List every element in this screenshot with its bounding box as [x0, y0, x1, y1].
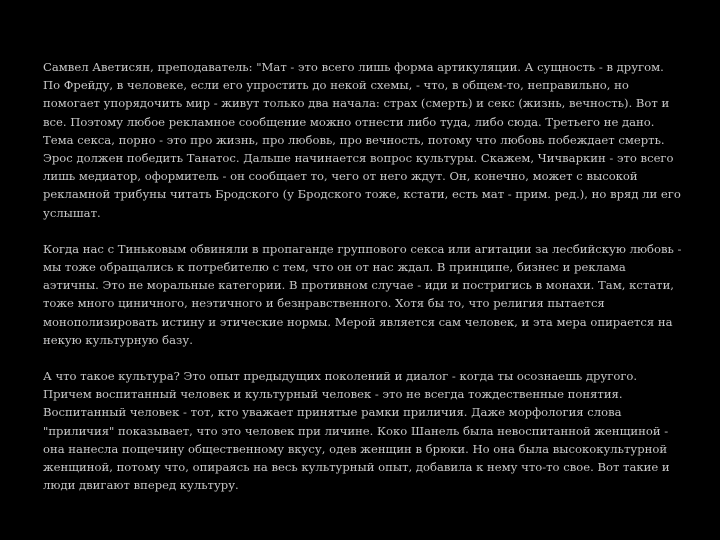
paragraph-2: Когда нас с Тиньковым обвиняли в пропаганде группового секса или агитации за лесбийскую любовь - мы тоже обращались к потребителю с тем, что он от нас ждал. В принципе, бизнес и реклама аэтичны. Это не моральные категории. В противном случае - иди и постригись в монахи. Там, кстати, тоже много циничного, неэтичного и безнравственного. Хотя бы то, что религия пытается монополизировать истину и этические нормы. Мерой является сам человек, и эта мера опирается на некую культурную базу.: [43, 241, 682, 347]
paragraph-3: А что такое культура? Это опыт предыдущих поколений и диалог - когда ты осознаешь другого. Причем воспитанный человек и культурный человек - это не всегда тождественные понятия. Воспитанный человек - тот, кто уважает принятые рамки приличия. Даже морфология слова "приличия" показывает, что это человек при личине. Коко Шанель была невоспитанной женщиной - она нанесла пощечину общественному вкусу, одев женщин в брюки. Но она была высококультурной женщиной, потому что, опираясь на весь культурный опыт, добавила к нему что-то свое. Вот такие и люди двигают вперед культуру.: [43, 369, 670, 493]
paragraph-1: Самвел Аветисян, преподаватель: "Мат - это всего лишь форма артикуляции. А сущность - в другом. По Фрейду, в человеке, если его упростить до некой схемы, - что, в общем-то, неправильно, но помогает упорядочить мир - живут только два начала: страх (смерть) и секс (жизнь, вечность). Вот и все. Поэтому любое рекламное сообщение можно отнести либо туда, либо сюда. Третьего не дано. Тема секса, порно - это про жизнь, про любовь, про вечность, потому что любовь побеждает смерть. Эрос должен победить Танатос. Дальше начинается вопрос культуры. Скажем, Чичваркин - это всего лишь медиатор, оформитель - он сообщает то, чего от него ждут. Он, конечно, может с высокой рекламной трибуны читать Бродского (у Бродского тоже, кстати, есть мат - прим. ред.), но вряд ли его услышат.: [43, 60, 681, 220]
text-block: [43, 58, 683, 512]
